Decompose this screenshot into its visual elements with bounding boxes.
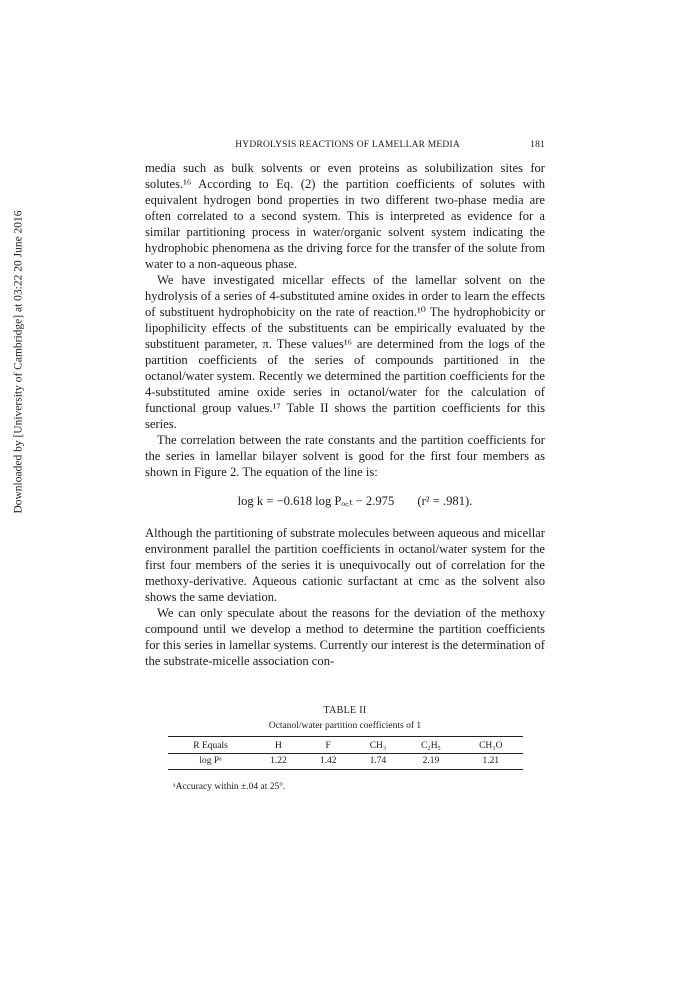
table-header-row [168, 737, 523, 754]
paragraph-5: We can only speculate about the reasons for the deviation of the methoxy compound until we develop a method to determine the partition coefficients for this series in lamellar systems. Currently our interest is the determination of the substrate-micelle association con- [145, 606, 545, 668]
running-head [145, 140, 545, 150]
equation-main: log k = −0.618 log Pₒ꜀ₜ − 2.975 [237, 494, 395, 508]
paragraph-3: The correlation between the rate constants and the partition coefficients for the series in lamellar bilayer solvent is good for the first four members as shown in Figure 2. The equation of the line is: [145, 433, 545, 479]
table-header-cell: CH₃O [459, 737, 522, 754]
paragraph-1: media such as bulk solvents or even proteins as solubilization sites for solutes.¹⁶ According to Eq. (2) the partition coefficients of solutes with equivalent hydrogen bond properties in two different two-phase media are often correlated to a second system. This is interpreted as evidence for a similar partitioning process in water/organic solvent system indicating the hydrophobic phenomena as the driving force for the transfer of the solute from water to a non-aqueous phase. [145, 161, 545, 271]
partition-table [168, 736, 523, 770]
rate-equation [145, 493, 545, 509]
table-header-cell: F [303, 737, 353, 754]
table-row [168, 754, 523, 770]
table-header-cell: CH₃ [353, 737, 403, 754]
table-label: TABLE II [323, 705, 367, 716]
table-header-cell: H [254, 737, 304, 754]
table-header-cell: R Equals [168, 737, 254, 754]
table-cell: 1.42 [319, 756, 337, 766]
paragraph-2: We have investigated micellar effects of the lamellar solvent on the hydrolysis of a series of 4-substituted amine oxides in order to learn the effects of substituent hydrophobicity on the rate of reaction.¹⁰ The hydrophobicity or lipophilicity effects of the substituents can be empirically evaluated by the substituent parameter, π. These values¹⁶ are determined from the logs of the partition coefficients of the series of compounds partitioned in the octanol/water system. Recently we determined the partition coefficients for the 4-substituted amine oxide series in octanol/water for the calculation of functional group values.¹⁷ Table II shows the partition coefficients for this series. [145, 273, 545, 431]
download-watermark [8, 42, 30, 682]
table-footnote: ᵃAccuracy within ±.04 at 25°. [173, 782, 286, 792]
running-title: HYDROLYSIS REACTIONS OF LAMELLAR MEDIA [235, 140, 460, 150]
table-cell: 2.19 [422, 756, 440, 766]
table-cell: 1.22 [270, 756, 287, 766]
table-header-cell: C₂H₅ [403, 737, 459, 754]
page-number: 181 [530, 140, 545, 150]
table-cell: 1.74 [369, 756, 387, 766]
journal-page [145, 140, 545, 792]
table-caption: Octanol/water partition coefficients of 1 [268, 721, 422, 731]
table-ii [145, 705, 545, 792]
equation-fit: (r² = .981). [417, 494, 473, 508]
paragraph-4: Although the partitioning of substrate molecules between aqueous and micellar environment parallel the partition coefficients in octanol/water system for the first four members of the series it is unequivocally out of correlation for the methoxy-derivative. Aqueous cationic surfactant at cmc as the solvent also shows the same deviation. [145, 526, 545, 604]
download-notice: Downloaded by [University of Cambridge] at 03:22 20 June 2016 [13, 210, 26, 514]
table-cell: log Pᵃ [199, 756, 222, 766]
table-cell: 1.21 [482, 756, 500, 766]
